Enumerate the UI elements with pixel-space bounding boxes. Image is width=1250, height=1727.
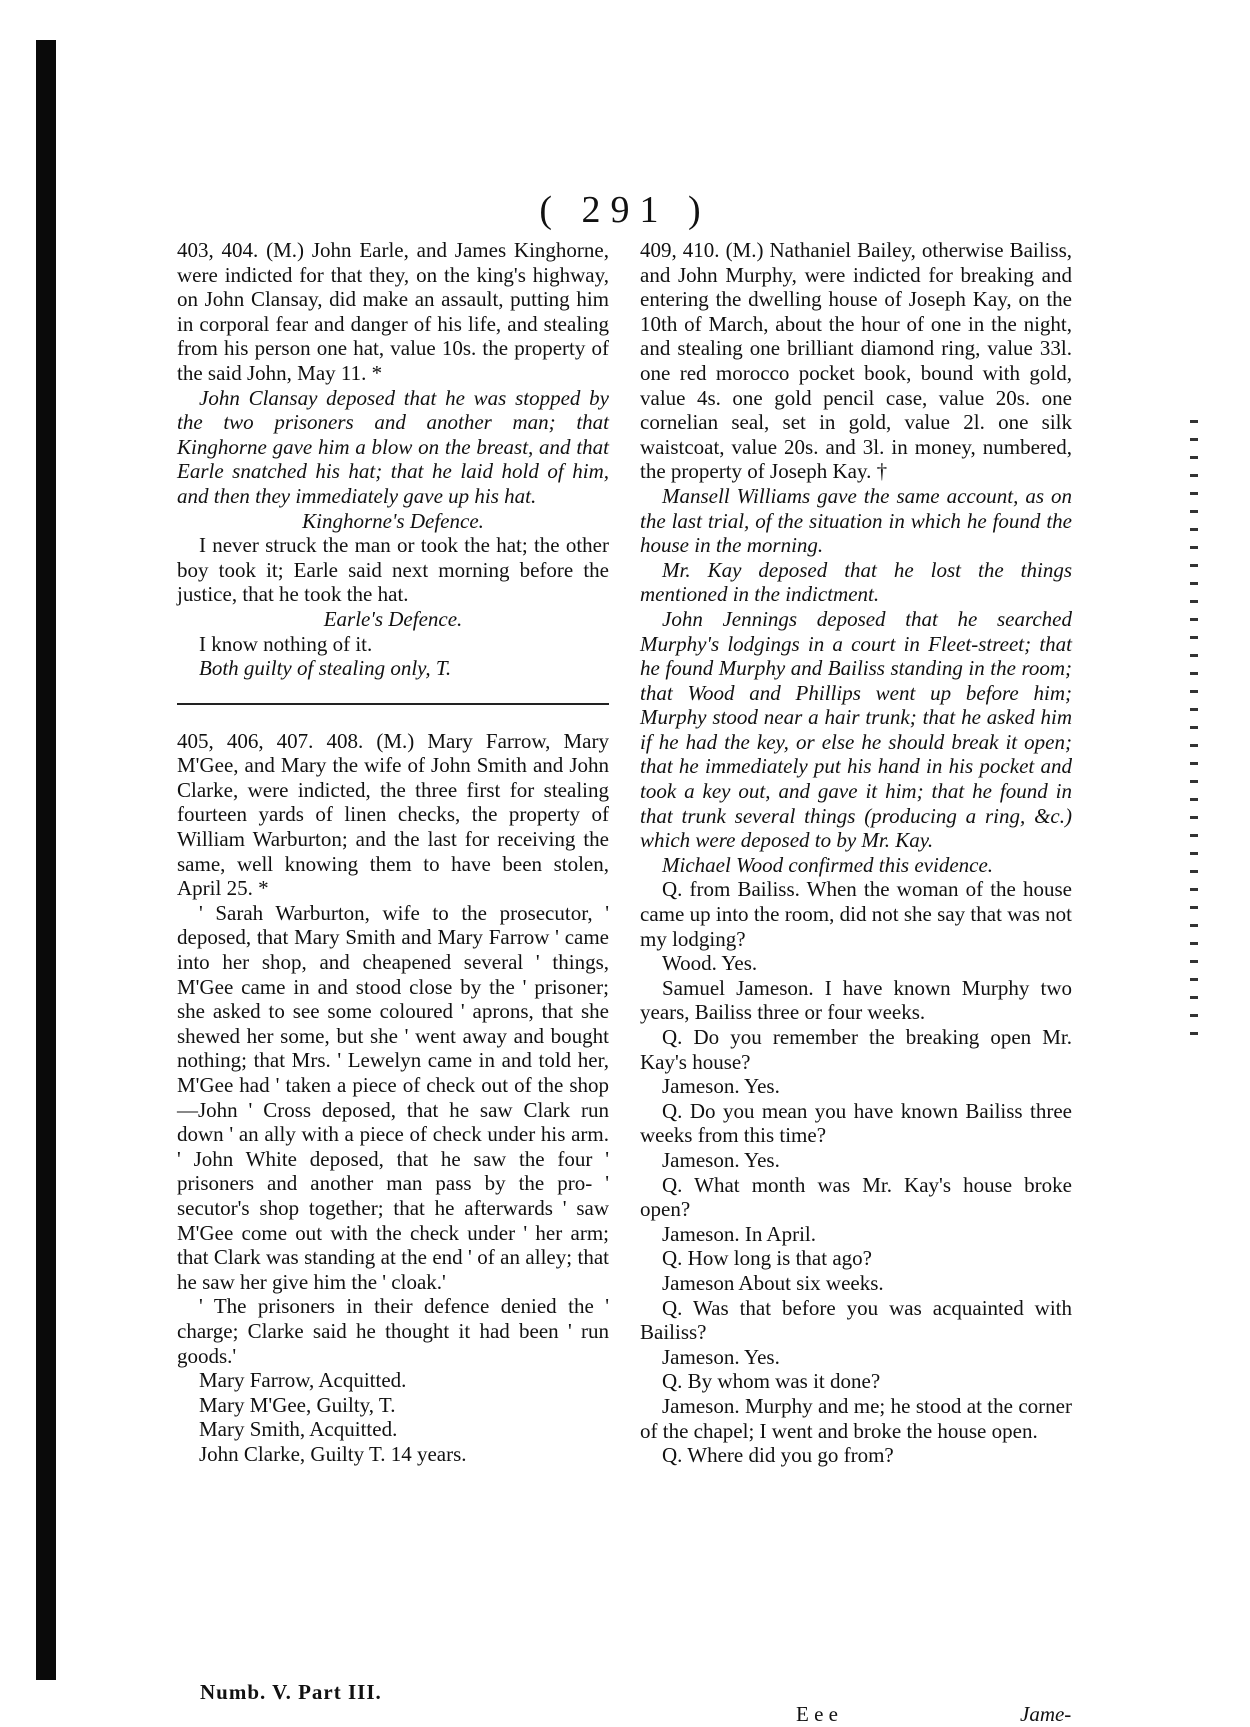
deposition-jennings: John Jennings deposed that he searched Murphy's lodgings in a court in Fleet-street; that he found Murphy and Bailiss standing in the room; that Wood and Phillips went up before him; Murphy stood near a hair trunk; that he asked him if he had the key, or else he should break it open; that he immediately put his hand in his pocket and took a key out, and gave it him; that he found in that trunk several things (producing a ring, &c.) which were deposed to by Mr. Kay. [640, 606, 1072, 853]
question-line: Q. Do you remember the breaking open Mr. Kay's house? [640, 1025, 1072, 1074]
prisoners-defence: ' The prisoners in their defence denied the ' charge; Clarke said he thought it had been ' run goods.' [177, 1294, 609, 1368]
verdict-smith: Mary Smith, Acquitted. [199, 1417, 398, 1442]
verdict-clarke: John Clarke, Guilty T. 14 years. [199, 1441, 467, 1466]
answer-line: Jameson About six weeks. [662, 1270, 884, 1295]
answer-line: Wood. Yes. [662, 951, 758, 976]
trial-entry-403: 403, 404. (M.) John Earle, and James Kinghorne, were indicted for that they, on the king's highway, on John Clansay, did make an assault, putting him in corporal fear and danger of his life, and stealing from his person one hat, value 10s. the property of the said John, May 11. * [177, 238, 609, 385]
verdict-mgee: Mary M'Gee, Guilty, T. [199, 1392, 396, 1417]
deposition-williams: Mansell Williams gave the same account, as on the last trial, of the situation in which he found the house in the morning. [640, 483, 1072, 558]
verdict-farrow: Mary Farrow, Acquitted. [199, 1368, 407, 1393]
deposition-warburton: ' Sarah Warburton, wife to the prosecutor, ' deposed, that Mary Smith and Mary Farrow ' came into her shop, and cheapened several ' things, M'Gee came in and stood close by the ' prisoner; she asked to see some coloured ' aprons, that she shewed her some, but she ' went away and bought nothing; that Mrs. ' Lewelyn came in and told her, M'Gee had ' taken a piece of check out of the shop—John ' Cross deposed, that he saw Clark run down ' an ally with a piece of check under his arm. ' John White deposed, that he saw the four ' prisoners and another man pass by the pro- ' secutor's shop together; that he afterwards ' saw M'Gee come out with the check under ' her arm; that Clark was standing at the end ' of an alley; that he saw her give him the ' cloak.' [177, 900, 609, 1294]
answer-line: Jameson. Yes. [662, 1344, 780, 1369]
deposition-wood: Michael Wood confirmed this evidence. [662, 852, 994, 877]
page-number: ( 291 ) [539, 189, 711, 231]
testimony-jameson: Samuel Jameson. I have known Murphy two years, Bailiss three or four weeks. [640, 975, 1072, 1025]
trial-entry-409: 409, 410. (M.) Nathaniel Bailey, otherwise Bailiss, and John Murphy, were indicted for breaking and entering the dwelling house of Joseph Kay, on the 10th of March, about the hour of one in the night, and stealing one brilliant diamond ring, value 33l. one red morocco pocket book, bound with gold, value 4s. one gold pencil case, value 20s. one cornelian seal, set in gold, value 2l. one silk waistcoat, value 20s. and 3l. in money, numbered, the property of Joseph Kay. † [640, 238, 1072, 484]
question-line: Q. from Bailiss. When the woman of the house came up into the room, did not she say that was not my lodging? [640, 877, 1072, 951]
catchword: Jame- [1020, 1702, 1072, 1726]
binding-edge [36, 40, 56, 1680]
question-line: Q. What month was Mr. Kay's house broke open? [640, 1172, 1072, 1222]
question-line: Q. By whom was it done? [662, 1369, 881, 1394]
left-column [177, 238, 609, 1467]
section-divider [177, 703, 609, 705]
margin-marks [1190, 420, 1198, 1040]
signature-mark: E e e [796, 1702, 838, 1726]
deposition-kay: Mr. Kay deposed that he lost the things mentioned in the indictment. [640, 557, 1072, 607]
question-line: Q. Do you mean you have known Bailiss three weeks from this time? [640, 1098, 1072, 1148]
defence-heading-earle: Earle's Defence. [323, 606, 463, 631]
trial-entry-405: 405, 406, 407. 408. (M.) Mary Farrow, Mary M'Gee, and Mary the wife of John Smith and John Clarke, were indicted, the three first for stealing fourteen yards of linen checks, the property of William Warburton; and the last for receiving the same, well knowing them to have been stolen, April 25. * [177, 728, 609, 901]
question-line: Q. Was that before you was acquainted with Bailiss? [640, 1295, 1072, 1345]
answer-line: Jameson. Yes. [662, 1074, 780, 1099]
defence-text-kinghorne: I never struck the man or took the hat; the other boy took it; Earle said next morning before the justice, that he took the hat. [177, 533, 609, 607]
deposition-clansay: John Clansay deposed that he was stopped by the two prisoners and another man; that Kinghorne gave him a blow on the breast, and that Earle snatched his hat; that he laid hold of him, and then they immediately gave up his hat. [177, 385, 609, 508]
question-line: Q. Where did you go from? [662, 1443, 894, 1468]
defence-heading-kinghorne: Kinghorne's Defence. [302, 508, 484, 533]
defence-text-earle: I know nothing of it. [199, 631, 373, 656]
question-line: Q. How long is that ago? [662, 1246, 872, 1271]
answer-line: Jameson. Murphy and me; he stood at the corner of the chapel; I went and broke the house open. [640, 1393, 1072, 1443]
answer-line: Jameson. In April. [662, 1221, 816, 1246]
part-label: Numb. V. Part III. [200, 1680, 382, 1704]
verdict-403: Both guilty of stealing only, T. [199, 656, 452, 681]
answer-line: Jameson. Yes. [662, 1147, 780, 1172]
right-column [640, 238, 1072, 1468]
